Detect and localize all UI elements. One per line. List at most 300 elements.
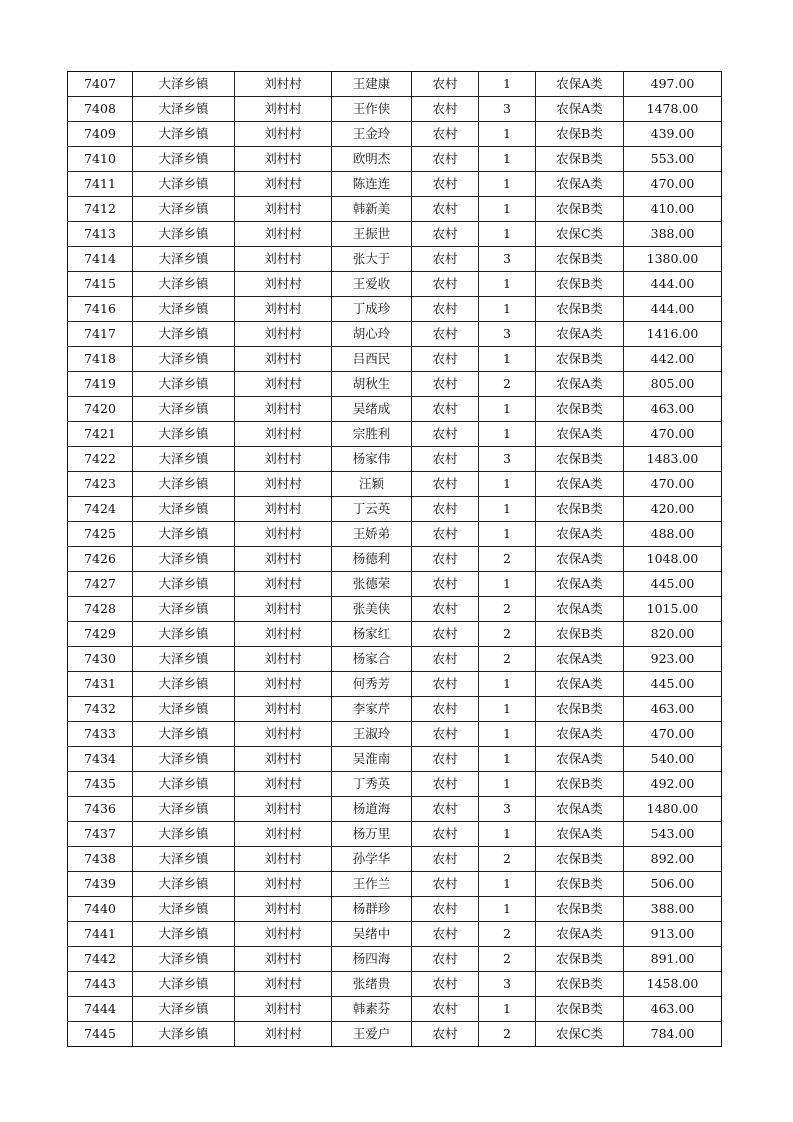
serial-number-cell: 7407	[68, 72, 133, 97]
member-count-cell: 1	[479, 72, 536, 97]
amount-cell: 1380.00	[624, 247, 722, 272]
amount-cell: 913.00	[624, 922, 722, 947]
table-row	[68, 347, 722, 372]
village-cell: 刘村村	[235, 247, 332, 272]
table-row	[68, 947, 722, 972]
name-cell: 何秀芳	[332, 672, 412, 697]
category-cell: 农保B类	[536, 897, 624, 922]
township-cell: 大泽乡镇	[133, 297, 235, 322]
village-cell: 刘村村	[235, 272, 332, 297]
name-cell: 张大于	[332, 247, 412, 272]
member-count-cell: 1	[479, 472, 536, 497]
name-cell: 张美侠	[332, 597, 412, 622]
member-count-cell: 1	[479, 147, 536, 172]
household-type-cell: 农村	[412, 847, 479, 872]
member-count-cell: 1	[479, 772, 536, 797]
serial-number-cell: 7421	[68, 422, 133, 447]
table-row	[68, 797, 722, 822]
amount-cell: 891.00	[624, 947, 722, 972]
amount-cell: 410.00	[624, 197, 722, 222]
serial-number-cell: 7441	[68, 922, 133, 947]
village-cell: 刘村村	[235, 897, 332, 922]
name-cell: 王作侠	[332, 97, 412, 122]
category-cell: 农保A类	[536, 797, 624, 822]
household-type-cell: 农村	[412, 447, 479, 472]
serial-number-cell: 7427	[68, 572, 133, 597]
township-cell: 大泽乡镇	[133, 497, 235, 522]
village-cell: 刘村村	[235, 672, 332, 697]
village-cell: 刘村村	[235, 347, 332, 372]
township-cell: 大泽乡镇	[133, 97, 235, 122]
member-count-cell: 1	[479, 897, 536, 922]
village-cell: 刘村村	[235, 197, 332, 222]
table-row	[68, 122, 722, 147]
table-row	[68, 872, 722, 897]
amount-cell: 543.00	[624, 822, 722, 847]
township-cell: 大泽乡镇	[133, 547, 235, 572]
serial-number-cell: 7424	[68, 497, 133, 522]
table-row	[68, 822, 722, 847]
township-cell: 大泽乡镇	[133, 147, 235, 172]
table-row	[68, 772, 722, 797]
serial-number-cell: 7436	[68, 797, 133, 822]
serial-number-cell: 7426	[68, 547, 133, 572]
table-row	[68, 847, 722, 872]
village-cell: 刘村村	[235, 547, 332, 572]
amount-cell: 1480.00	[624, 797, 722, 822]
amount-cell: 470.00	[624, 472, 722, 497]
category-cell: 农保A类	[536, 647, 624, 672]
township-cell: 大泽乡镇	[133, 997, 235, 1022]
member-count-cell: 3	[479, 247, 536, 272]
village-cell: 刘村村	[235, 72, 332, 97]
member-count-cell: 3	[479, 972, 536, 997]
category-cell: 农保A类	[536, 547, 624, 572]
village-cell: 刘村村	[235, 522, 332, 547]
village-cell: 刘村村	[235, 822, 332, 847]
township-cell: 大泽乡镇	[133, 722, 235, 747]
name-cell: 王爱收	[332, 272, 412, 297]
category-cell: 农保B类	[536, 972, 624, 997]
table-row	[68, 922, 722, 947]
member-count-cell: 3	[479, 322, 536, 347]
township-cell: 大泽乡镇	[133, 647, 235, 672]
township-cell: 大泽乡镇	[133, 72, 235, 97]
household-type-cell: 农村	[412, 322, 479, 347]
amount-cell: 1458.00	[624, 972, 722, 997]
household-type-cell: 农村	[412, 997, 479, 1022]
name-cell: 杨道海	[332, 797, 412, 822]
township-cell: 大泽乡镇	[133, 772, 235, 797]
category-cell: 农保A类	[536, 422, 624, 447]
member-count-cell: 3	[479, 797, 536, 822]
township-cell: 大泽乡镇	[133, 972, 235, 997]
member-count-cell: 1	[479, 572, 536, 597]
township-cell: 大泽乡镇	[133, 747, 235, 772]
household-type-cell: 农村	[412, 97, 479, 122]
township-cell: 大泽乡镇	[133, 122, 235, 147]
serial-number-cell: 7437	[68, 822, 133, 847]
township-cell: 大泽乡镇	[133, 272, 235, 297]
village-cell: 刘村村	[235, 947, 332, 972]
household-type-cell: 农村	[412, 172, 479, 197]
household-type-cell: 农村	[412, 497, 479, 522]
serial-number-cell: 7410	[68, 147, 133, 172]
amount-cell: 1478.00	[624, 97, 722, 122]
amount-cell: 1416.00	[624, 322, 722, 347]
township-cell: 大泽乡镇	[133, 847, 235, 872]
member-count-cell: 1	[479, 347, 536, 372]
village-cell: 刘村村	[235, 872, 332, 897]
name-cell: 丁秀英	[332, 772, 412, 797]
serial-number-cell: 7433	[68, 722, 133, 747]
amount-cell: 420.00	[624, 497, 722, 522]
serial-number-cell: 7417	[68, 322, 133, 347]
amount-cell: 1483.00	[624, 447, 722, 472]
household-type-cell: 农村	[412, 947, 479, 972]
name-cell: 王金玲	[332, 122, 412, 147]
household-type-cell: 农村	[412, 772, 479, 797]
village-cell: 刘村村	[235, 497, 332, 522]
table-row	[68, 197, 722, 222]
amount-cell: 488.00	[624, 522, 722, 547]
category-cell: 农保A类	[536, 672, 624, 697]
household-type-cell: 农村	[412, 347, 479, 372]
name-cell: 韩新美	[332, 197, 412, 222]
township-cell: 大泽乡镇	[133, 447, 235, 472]
table-row	[68, 672, 722, 697]
village-cell: 刘村村	[235, 297, 332, 322]
household-type-cell: 农村	[412, 222, 479, 247]
table-row	[68, 647, 722, 672]
serial-number-cell: 7442	[68, 947, 133, 972]
village-cell: 刘村村	[235, 172, 332, 197]
member-count-cell: 2	[479, 547, 536, 572]
member-count-cell: 1	[479, 397, 536, 422]
household-type-cell: 农村	[412, 147, 479, 172]
name-cell: 吴绪中	[332, 922, 412, 947]
table-row	[68, 572, 722, 597]
household-type-cell: 农村	[412, 797, 479, 822]
relief-roster-table	[67, 71, 722, 1047]
table-row	[68, 222, 722, 247]
category-cell: 农保B类	[536, 872, 624, 897]
township-cell: 大泽乡镇	[133, 522, 235, 547]
category-cell: 农保B类	[536, 397, 624, 422]
name-cell: 胡秋生	[332, 372, 412, 397]
township-cell: 大泽乡镇	[133, 422, 235, 447]
table-row	[68, 897, 722, 922]
category-cell: 农保B类	[536, 447, 624, 472]
table-row	[68, 397, 722, 422]
amount-cell: 463.00	[624, 397, 722, 422]
member-count-cell: 2	[479, 372, 536, 397]
household-type-cell: 农村	[412, 747, 479, 772]
name-cell: 张绪贵	[332, 972, 412, 997]
household-type-cell: 农村	[412, 922, 479, 947]
member-count-cell: 1	[479, 822, 536, 847]
village-cell: 刘村村	[235, 397, 332, 422]
serial-number-cell: 7429	[68, 622, 133, 647]
name-cell: 吴淮南	[332, 747, 412, 772]
category-cell: 农保A类	[536, 472, 624, 497]
category-cell: 农保B类	[536, 497, 624, 522]
village-cell: 刘村村	[235, 322, 332, 347]
township-cell: 大泽乡镇	[133, 1022, 235, 1047]
name-cell: 陈连连	[332, 172, 412, 197]
household-type-cell: 农村	[412, 422, 479, 447]
table-body	[68, 72, 722, 1047]
serial-number-cell: 7428	[68, 597, 133, 622]
category-cell: 农保C类	[536, 1022, 624, 1047]
table-row	[68, 247, 722, 272]
serial-number-cell: 7434	[68, 747, 133, 772]
name-cell: 王淑玲	[332, 722, 412, 747]
serial-number-cell: 7419	[68, 372, 133, 397]
name-cell: 丁云英	[332, 497, 412, 522]
amount-cell: 497.00	[624, 72, 722, 97]
serial-number-cell: 7440	[68, 897, 133, 922]
village-cell: 刘村村	[235, 647, 332, 672]
table-row	[68, 997, 722, 1022]
name-cell: 王建康	[332, 72, 412, 97]
member-count-cell: 1	[479, 197, 536, 222]
village-cell: 刘村村	[235, 922, 332, 947]
serial-number-cell: 7425	[68, 522, 133, 547]
village-cell: 刘村村	[235, 847, 332, 872]
amount-cell: 388.00	[624, 897, 722, 922]
table-row	[68, 372, 722, 397]
village-cell: 刘村村	[235, 997, 332, 1022]
township-cell: 大泽乡镇	[133, 922, 235, 947]
member-count-cell: 1	[479, 997, 536, 1022]
member-count-cell: 2	[479, 1022, 536, 1047]
member-count-cell: 1	[479, 172, 536, 197]
household-type-cell: 农村	[412, 372, 479, 397]
serial-number-cell: 7413	[68, 222, 133, 247]
village-cell: 刘村村	[235, 472, 332, 497]
member-count-cell: 1	[479, 747, 536, 772]
serial-number-cell: 7435	[68, 772, 133, 797]
household-type-cell: 农村	[412, 822, 479, 847]
household-type-cell: 农村	[412, 272, 479, 297]
table-row	[68, 72, 722, 97]
member-count-cell: 2	[479, 597, 536, 622]
table-row	[68, 522, 722, 547]
township-cell: 大泽乡镇	[133, 797, 235, 822]
village-cell: 刘村村	[235, 572, 332, 597]
township-cell: 大泽乡镇	[133, 172, 235, 197]
serial-number-cell: 7411	[68, 172, 133, 197]
household-type-cell: 农村	[412, 972, 479, 997]
household-type-cell: 农村	[412, 522, 479, 547]
name-cell: 李家芹	[332, 697, 412, 722]
member-count-cell: 2	[479, 922, 536, 947]
household-type-cell: 农村	[412, 872, 479, 897]
member-count-cell: 1	[479, 522, 536, 547]
amount-cell: 540.00	[624, 747, 722, 772]
serial-number-cell: 7443	[68, 972, 133, 997]
serial-number-cell: 7418	[68, 347, 133, 372]
household-type-cell: 农村	[412, 622, 479, 647]
amount-cell: 892.00	[624, 847, 722, 872]
category-cell: 农保B类	[536, 847, 624, 872]
name-cell: 杨家红	[332, 622, 412, 647]
household-type-cell: 农村	[412, 1022, 479, 1047]
member-count-cell: 2	[479, 622, 536, 647]
amount-cell: 923.00	[624, 647, 722, 672]
member-count-cell: 2	[479, 847, 536, 872]
amount-cell: 445.00	[624, 572, 722, 597]
household-type-cell: 农村	[412, 572, 479, 597]
category-cell: 农保B类	[536, 622, 624, 647]
member-count-cell: 1	[479, 422, 536, 447]
serial-number-cell: 7422	[68, 447, 133, 472]
name-cell: 王振世	[332, 222, 412, 247]
member-count-cell: 1	[479, 672, 536, 697]
serial-number-cell: 7445	[68, 1022, 133, 1047]
name-cell: 宗胜利	[332, 422, 412, 447]
village-cell: 刘村村	[235, 122, 332, 147]
amount-cell: 1015.00	[624, 597, 722, 622]
household-type-cell: 农村	[412, 697, 479, 722]
village-cell: 刘村村	[235, 797, 332, 822]
serial-number-cell: 7420	[68, 397, 133, 422]
township-cell: 大泽乡镇	[133, 322, 235, 347]
table-row	[68, 447, 722, 472]
name-cell: 丁成珍	[332, 297, 412, 322]
category-cell: 农保B类	[536, 947, 624, 972]
table-row	[68, 322, 722, 347]
amount-cell: 388.00	[624, 222, 722, 247]
township-cell: 大泽乡镇	[133, 872, 235, 897]
serial-number-cell: 7438	[68, 847, 133, 872]
category-cell: 农保A类	[536, 922, 624, 947]
amount-cell: 506.00	[624, 872, 722, 897]
village-cell: 刘村村	[235, 447, 332, 472]
township-cell: 大泽乡镇	[133, 947, 235, 972]
amount-cell: 470.00	[624, 722, 722, 747]
household-type-cell: 农村	[412, 547, 479, 572]
serial-number-cell: 7430	[68, 647, 133, 672]
name-cell: 吕西民	[332, 347, 412, 372]
village-cell: 刘村村	[235, 1022, 332, 1047]
table-row	[68, 472, 722, 497]
household-type-cell: 农村	[412, 197, 479, 222]
serial-number-cell: 7432	[68, 697, 133, 722]
township-cell: 大泽乡镇	[133, 572, 235, 597]
township-cell: 大泽乡镇	[133, 672, 235, 697]
village-cell: 刘村村	[235, 722, 332, 747]
member-count-cell: 3	[479, 97, 536, 122]
village-cell: 刘村村	[235, 972, 332, 997]
township-cell: 大泽乡镇	[133, 247, 235, 272]
category-cell: 农保B类	[536, 247, 624, 272]
amount-cell: 444.00	[624, 272, 722, 297]
member-count-cell: 1	[479, 872, 536, 897]
amount-cell: 470.00	[624, 422, 722, 447]
name-cell: 杨德利	[332, 547, 412, 572]
village-cell: 刘村村	[235, 222, 332, 247]
table-row	[68, 972, 722, 997]
table-row	[68, 172, 722, 197]
name-cell: 张德荣	[332, 572, 412, 597]
name-cell: 王娇弟	[332, 522, 412, 547]
name-cell: 吴绪成	[332, 397, 412, 422]
township-cell: 大泽乡镇	[133, 347, 235, 372]
member-count-cell: 2	[479, 947, 536, 972]
category-cell: 农保A类	[536, 172, 624, 197]
category-cell: 农保B类	[536, 197, 624, 222]
household-type-cell: 农村	[412, 647, 479, 672]
amount-cell: 553.00	[624, 147, 722, 172]
township-cell: 大泽乡镇	[133, 597, 235, 622]
member-count-cell: 3	[479, 447, 536, 472]
amount-cell: 820.00	[624, 622, 722, 647]
household-type-cell: 农村	[412, 897, 479, 922]
township-cell: 大泽乡镇	[133, 197, 235, 222]
township-cell: 大泽乡镇	[133, 822, 235, 847]
amount-cell: 805.00	[624, 372, 722, 397]
name-cell: 韩素芬	[332, 997, 412, 1022]
household-type-cell: 农村	[412, 72, 479, 97]
village-cell: 刘村村	[235, 97, 332, 122]
category-cell: 农保A类	[536, 572, 624, 597]
category-cell: 农保B类	[536, 122, 624, 147]
serial-number-cell: 7431	[68, 672, 133, 697]
member-count-cell: 1	[479, 272, 536, 297]
serial-number-cell: 7408	[68, 97, 133, 122]
amount-cell: 442.00	[624, 347, 722, 372]
member-count-cell: 1	[479, 722, 536, 747]
township-cell: 大泽乡镇	[133, 697, 235, 722]
village-cell: 刘村村	[235, 772, 332, 797]
household-type-cell: 农村	[412, 297, 479, 322]
category-cell: 农保B类	[536, 347, 624, 372]
village-cell: 刘村村	[235, 622, 332, 647]
member-count-cell: 1	[479, 297, 536, 322]
table-row	[68, 597, 722, 622]
household-type-cell: 农村	[412, 472, 479, 497]
member-count-cell: 1	[479, 497, 536, 522]
amount-cell: 1048.00	[624, 547, 722, 572]
table-row	[68, 747, 722, 772]
township-cell: 大泽乡镇	[133, 472, 235, 497]
category-cell: 农保B类	[536, 772, 624, 797]
name-cell: 孙学华	[332, 847, 412, 872]
household-type-cell: 农村	[412, 122, 479, 147]
serial-number-cell: 7409	[68, 122, 133, 147]
amount-cell: 445.00	[624, 672, 722, 697]
village-cell: 刘村村	[235, 747, 332, 772]
category-cell: 农保A类	[536, 372, 624, 397]
township-cell: 大泽乡镇	[133, 622, 235, 647]
township-cell: 大泽乡镇	[133, 897, 235, 922]
amount-cell: 463.00	[624, 697, 722, 722]
amount-cell: 492.00	[624, 772, 722, 797]
category-cell: 农保B类	[536, 997, 624, 1022]
serial-number-cell: 7414	[68, 247, 133, 272]
township-cell: 大泽乡镇	[133, 397, 235, 422]
table-row	[68, 547, 722, 572]
category-cell: 农保B类	[536, 297, 624, 322]
household-type-cell: 农村	[412, 722, 479, 747]
category-cell: 农保C类	[536, 222, 624, 247]
table-row	[68, 297, 722, 322]
amount-cell: 470.00	[624, 172, 722, 197]
serial-number-cell: 7423	[68, 472, 133, 497]
table-row	[68, 622, 722, 647]
